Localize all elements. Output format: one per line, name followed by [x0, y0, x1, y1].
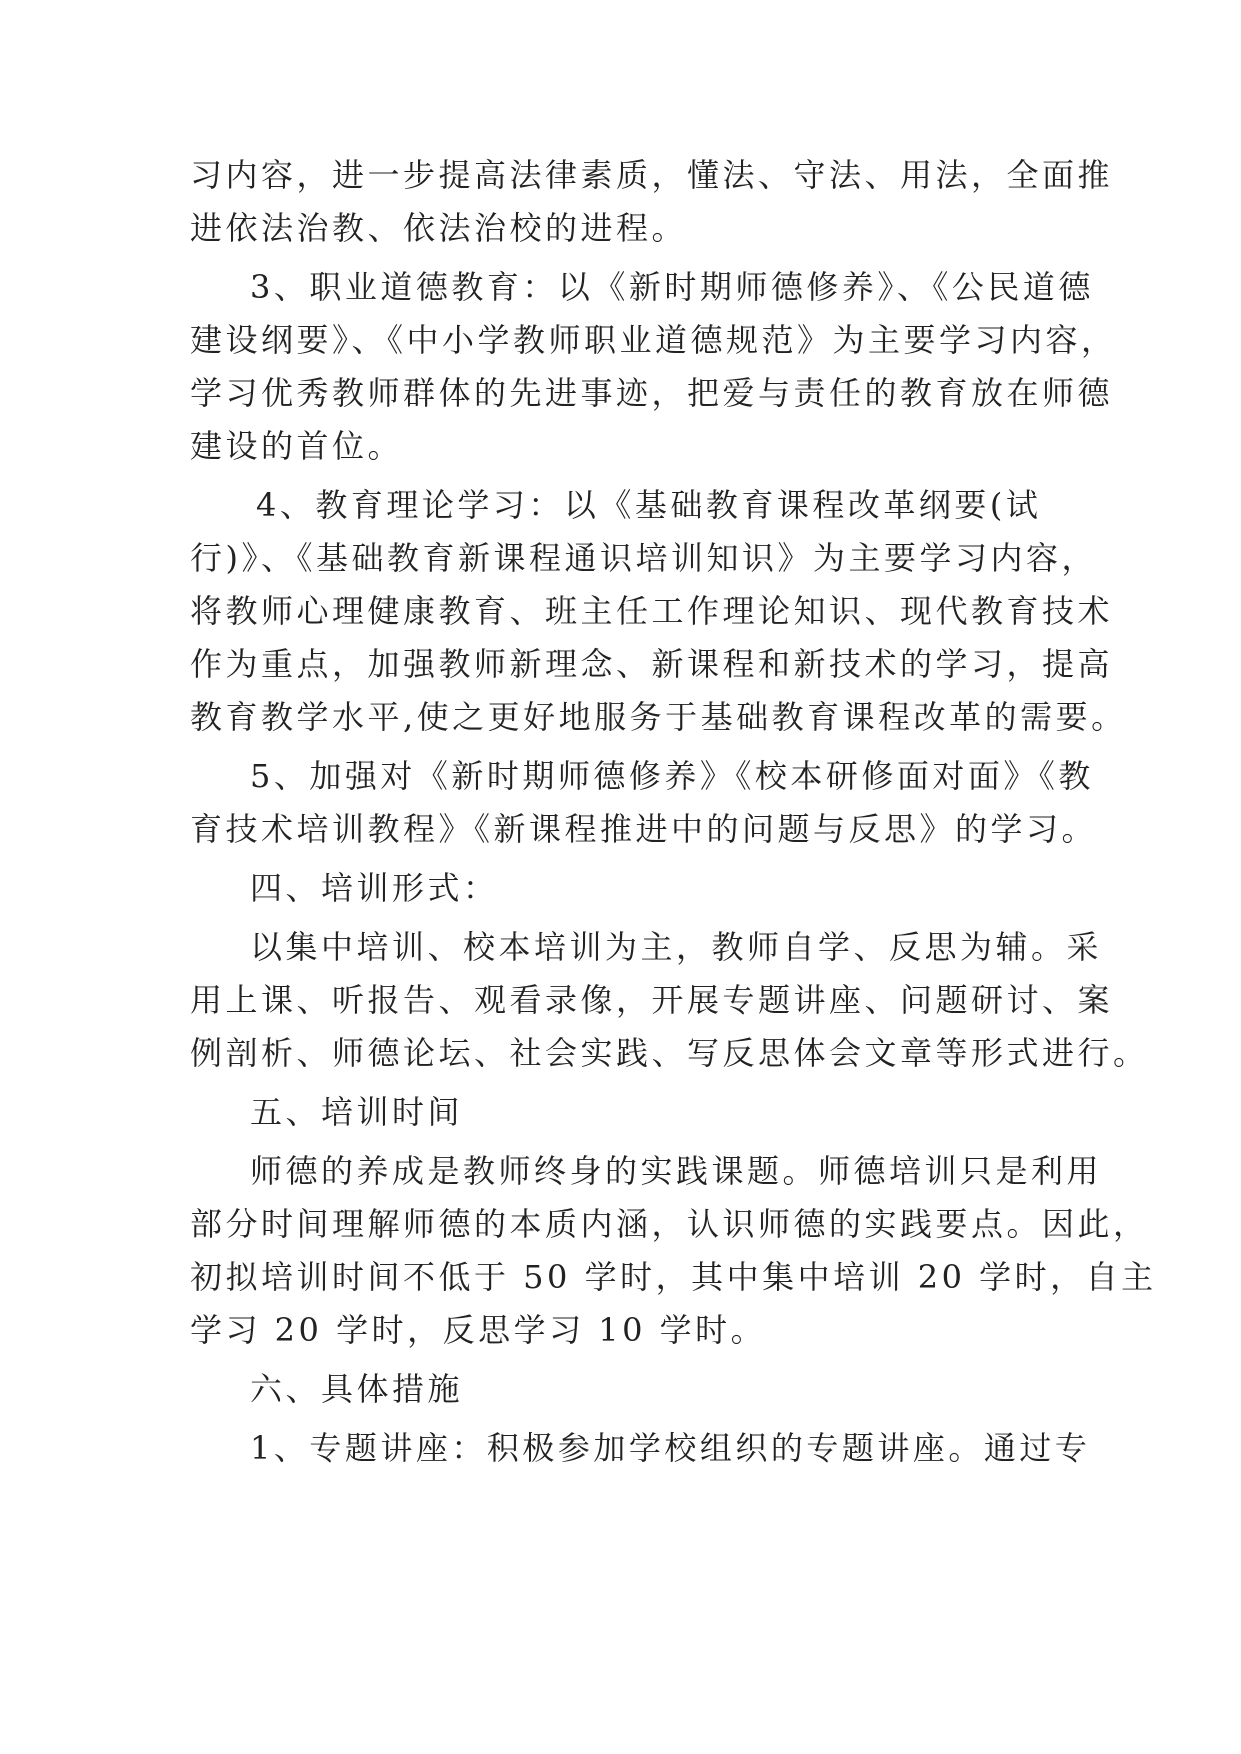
text-line: 教育教学水平,使之更好地服务于基础教育课程改革的需要。 [190, 698, 1127, 736]
text-line: 1、专题讲座：积极参加学校组织的专题讲座。通过专 [250, 1429, 1091, 1467]
text-line: 初拟培训时间不低于 50 学时，其中集中培训 20 学时，自主 [190, 1258, 1157, 1296]
text-line: 学习 20 学时，反思学习 10 学时。 [190, 1311, 767, 1349]
text-line: 行)》、《基础教育新课程通识培训知识》为主要学习内容， [190, 539, 1097, 577]
text-line: 将教师心理健康教育、班主任工作理论知识、现代教育技术 [190, 592, 1114, 630]
text-line: 建设纲要》、《中小学教师职业道德规范》为主要学习内容， [190, 321, 1117, 359]
section-heading: 五、培训时间 [250, 1093, 464, 1131]
text-line: 4、教育理论学习：以《基础教育课程改革纲要(试 [256, 486, 1042, 524]
section-heading: 六、具体措施 [250, 1370, 464, 1408]
text-line: 5、加强对《新时期师德修养》《校本研修面对面》《教 [250, 757, 1094, 795]
text-line: 部分时间理解师德的本质内涵，认识师德的实践要点。因此， [190, 1205, 1149, 1243]
text-line: 学习优秀教师群体的先进事迹，把爱与责任的教育放在师德 [190, 374, 1114, 412]
section-heading: 四、培训形式： [250, 869, 499, 907]
text-line: 3、职业道德教育：以《新时期师德修养》、《公民道德 [250, 268, 1094, 306]
text-line: 用上课、听报告、观看录像，开展专题讲座、问题研讨、案 [190, 981, 1114, 1019]
text-line: 例剖析、师德论坛、社会实践、写反思体会文章等形式进行。 [190, 1034, 1149, 1072]
text-line: 以集中培训、校本培训为主，教师自学、反思为辅。采 [250, 928, 1103, 966]
text-line: 建设的首位。 [190, 427, 404, 465]
text-line: 习内容，进一步提高法律素质，懂法、守法、用法，全面推 [190, 156, 1114, 194]
text-line: 进依法治教、依法治校的进程。 [190, 209, 688, 247]
text-line: 育技术培训教程》《新课程推进中的问题与反思》的学习。 [190, 810, 1098, 848]
text-line: 作为重点，加强教师新理念、新课程和新技术的学习，提高 [190, 645, 1114, 683]
text-line: 师德的养成是教师终身的实践课题。师德培训只是利用 [250, 1152, 1103, 1190]
